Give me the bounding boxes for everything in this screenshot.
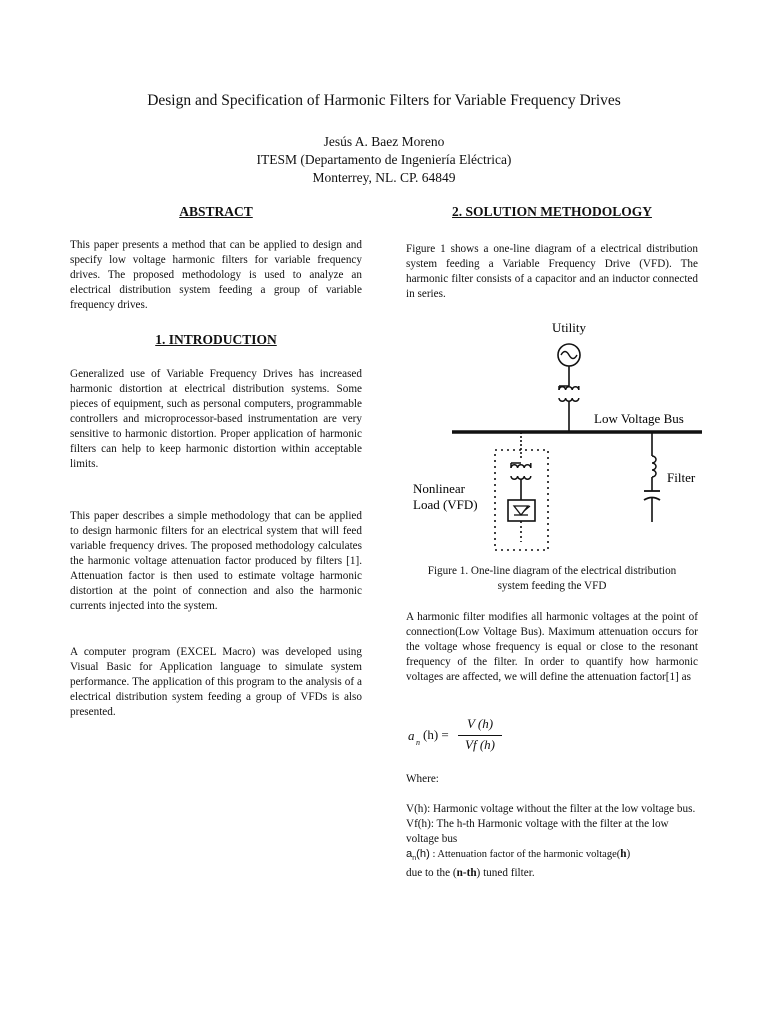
an-bold-h: h [620, 848, 627, 860]
definition-an [406, 847, 698, 881]
an-text-4: ) tuned filter. [476, 867, 535, 880]
where-label: Where: [406, 773, 439, 785]
abstract-text: This paper presents a method that can be applied to design and specify low voltage harmonic filters for variable frequency drives. The proposed methodology is used to analyze an electrical distribution system feeding a group of variable frequency drives. [70, 239, 362, 311]
an-argument: (h) [416, 848, 430, 860]
methodology-paragraph-2: A harmonic filter modifies all harmonic voltages at the point of connection(Low Voltage Bus). Maximum attenuation occurs for the voltage whose frequency is equal or close to the resonant frequency of the filter. In order to quantify how harmonic voltages are affected, we will define the attenuation factor[1] as [406, 611, 698, 683]
an-bold-nth: n-th [456, 867, 477, 880]
figure-caption-line-1: Figure 1. One-line diagram of the electrical distribution [427, 565, 677, 577]
equation-denominator: Vf (h) [465, 737, 495, 752]
ac-source-icon [558, 344, 580, 366]
author-block [0, 133, 768, 187]
attenuation-factor-equation [408, 716, 608, 756]
methodology-intro: Figure 1 shows a one-line diagram of a electrical distribution system feeding a Variable Frequency Drive (VFD). The harmonic filter consists of a capacitor and an inductor connected in series. [406, 243, 698, 300]
author-name: Jesús A. Baez Moreno [323, 134, 445, 149]
an-text-1: : Attenuation factor of the harmonic voltage( [429, 849, 621, 860]
load-label-line-1: Nonlinear [413, 481, 465, 496]
figure-caption-line-2: system feeding the VFD [497, 580, 607, 592]
author-address: Monterrey, NL. CP. 64849 [312, 170, 456, 185]
paper-title: Design and Specification of Harmonic Filters for Variable Frequency Drives [147, 92, 621, 109]
figure-caption [402, 564, 702, 594]
author-affiliation: ITESM (Departamento de Ingeniería Eléctrica) [256, 152, 512, 167]
definition-vf: Vf(h): The h-th Harmonic voltage with the filter at the low voltage bus [406, 818, 669, 845]
definition-v: V(h): Harmonic voltage without the filter at the low voltage bus. [406, 803, 696, 815]
equation-lhs-symbol: a [408, 728, 415, 743]
methodology-heading: 2. SOLUTION METHODOLOGY [452, 204, 652, 219]
fraction-bar [458, 735, 502, 736]
bus-label: Low Voltage Bus [594, 411, 684, 426]
introduction-heading: 1. INTRODUCTION [155, 332, 277, 347]
harmonic-filter-icon [644, 432, 660, 522]
equation-lhs-argument: (h) = [423, 727, 449, 742]
intro-paragraph-2: This paper describes a simple methodology that can be applied to design harmonic filters for an electrical system that will feed variable frequency drives. The proposed methodology calculates the harmonic voltage attenuation factor produced by filters [1]. Attenuation factor is then used to estimate voltage harmonic distortion at the point of connection and also the harmonic currents injected into the system. [70, 510, 362, 612]
vfd-load-icon [495, 432, 548, 550]
intro-paragraph-1: Generalized use of Variable Frequency Drives has increased harmonic distortion at electrical distribution systems. Some pieces of equipment, such as personal computers, programmable controllers and microprocessor-based instrumentation are very sensitive to harmonic distortion. Proper application of harmonic filters can help to keep harmonic distortion within acceptable limits. [70, 368, 362, 470]
load-label-line-2: Load (VFD) [413, 497, 478, 512]
an-subscript: n [412, 855, 417, 863]
equation-numerator: V (h) [466, 716, 494, 731]
utility-transformer-icon [559, 366, 579, 432]
one-line-diagram [400, 310, 710, 560]
an-text-2: ) [626, 848, 631, 860]
an-text-3: due to the ( [406, 867, 457, 880]
definitions-list [406, 802, 698, 881]
equation-lhs-subscript: n [416, 738, 420, 747]
an-symbol: a [406, 848, 413, 860]
filter-label: Filter [667, 470, 696, 485]
abstract-heading: ABSTRACT [179, 204, 253, 219]
intro-paragraph-3: A computer program (EXCEL Macro) was developed using Visual Basic for Application language to simulate system performance. The application of this program to the analysis of a electrical distribution system feeding a group of VFDs is also presented. [70, 646, 362, 718]
utility-label: Utility [552, 320, 586, 335]
